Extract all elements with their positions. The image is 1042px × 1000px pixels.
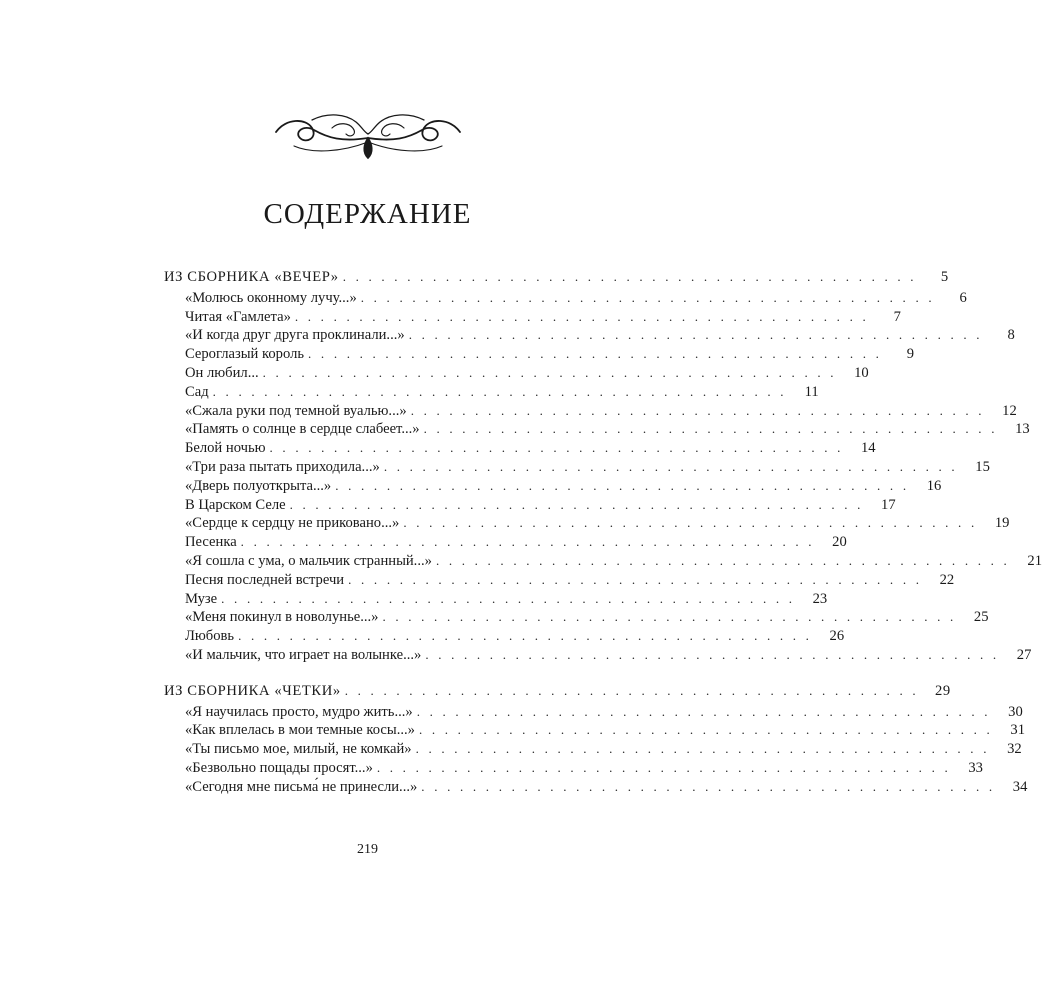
toc-entry[interactable] xyxy=(164,326,1015,345)
toc-page-number: 17 xyxy=(881,496,896,513)
dot-leader: . . . . . . . . . . . . . . . . . . . . . . . . . . . . . . . . . . . . . . . . . . . . . xyxy=(383,458,958,474)
toc-page-number: 26 xyxy=(829,628,845,645)
dot-leader: . . . . . . . . . . . . . . . . . . . . . . . . . . . . . . . . . . . . . . . . . . . . . xyxy=(348,571,923,587)
dot-leader: . . . . . . . . . . . . . . . . . . . . . . . . . . . . . . . . . . . . . . . . . . . . . xyxy=(418,722,994,738)
toc-entry-title: «Сердце к сердцу не приковано...» xyxy=(185,515,400,532)
toc-page-number: 13 xyxy=(1015,421,1030,438)
toc-page-number: 20 xyxy=(832,534,847,551)
dot-leader: . . . . . . . . . . . . . . . . . . . . . . . . . . . . . . . . . . . . . . . . . . . . . xyxy=(408,327,983,343)
toc-page-number: 12 xyxy=(1002,402,1017,419)
toc-entry-title: «Я научилась просто, мудро жить...» xyxy=(185,703,413,720)
table-of-contents xyxy=(164,268,1042,797)
toc-section-vecher xyxy=(164,268,1042,665)
toc-entry[interactable] xyxy=(164,552,1042,571)
toc-page-number: 32 xyxy=(1007,741,1022,758)
toc-entry-title: «Три раза пытать приходила...» xyxy=(185,458,380,475)
toc-entry[interactable] xyxy=(164,646,1032,665)
dot-leader: . . . . . . . . . . . . . . . . . . . . . . . . . . . . . . . . . . . . . . . . . . . . . xyxy=(308,346,883,362)
toc-entry-title: «Молюсь оконному лучу...» xyxy=(185,289,357,306)
toc-entry[interactable] xyxy=(164,420,1030,439)
toc-page-number: 11 xyxy=(804,383,819,400)
dot-leader: . . . . . . . . . . . . . . . . . . . . . . . . . . . . . . . . . . . . . . . . . . . . . xyxy=(421,778,996,794)
toc-section-chetki xyxy=(164,682,1028,797)
dot-leader: . . . . . . . . . . . . . . . . . . . . . . . . . . . . . . . . . . . . . . . . . . . . . xyxy=(342,269,917,284)
toc-page-number: 10 xyxy=(854,364,869,381)
toc-page-number: 27 xyxy=(1016,646,1032,663)
dot-leader: . . . . . . . . . . . . . . . . . . . . . . . . . . . . . . . . . . . . . . . . . . . . . xyxy=(289,496,864,512)
toc-entry-title: «Дверь полуоткрыта...» xyxy=(185,477,332,494)
toc-entry[interactable] xyxy=(164,289,967,308)
toc-entry[interactable] xyxy=(164,533,847,552)
toc-entry[interactable] xyxy=(164,496,896,515)
dot-leader: . . . . . . . . . . . . . . . . . . . . . . . . . . . . . . . . . . . . . . . . . . . . . xyxy=(294,308,869,324)
toc-heading-title: ИЗ СБОРНИКА «ЧЕТКИ» xyxy=(164,682,341,699)
toc-entry[interactable] xyxy=(164,514,1010,533)
dot-leader: . . . . . . . . . . . . . . . . . . . . . . . . . . . . . . . . . . . . . . . . . . . . . xyxy=(335,477,910,493)
toc-section-heading[interactable] xyxy=(164,268,949,287)
toc-entry[interactable] xyxy=(164,439,876,458)
toc-page-number: 7 xyxy=(893,308,901,325)
toc-page-number: 33 xyxy=(968,759,983,776)
toc-entry[interactable] xyxy=(164,778,1028,797)
toc-entry-title: «Я сошла с ума, о мальчик странный...» xyxy=(185,552,432,569)
toc-entry-title: Музе xyxy=(185,590,218,607)
toc-entry-title: «И когда друг друга проклинали...» xyxy=(185,327,405,344)
toc-page-number: 30 xyxy=(1008,703,1023,720)
toc-entry-title: «Как вплелась в мои темные косы...» xyxy=(185,722,415,739)
toc-entry[interactable] xyxy=(164,402,1017,421)
toc-page-number: 25 xyxy=(973,609,989,626)
toc-entry[interactable] xyxy=(164,608,989,627)
toc-entry[interactable] xyxy=(164,477,942,496)
toc-page-number: 29 xyxy=(935,682,951,699)
toc-page-number: 23 xyxy=(812,590,828,607)
toc-page-number: 19 xyxy=(994,515,1010,532)
dot-leader: . . . . . . . . . . . . . . . . . . . . . . . . . . . . . . . . . . . . . . . . . . . . . xyxy=(212,383,787,399)
toc-entry[interactable] xyxy=(164,458,990,477)
toc-page-number: 6 xyxy=(959,289,967,306)
toc-page-number: 5 xyxy=(940,269,949,285)
toc-entry-title: Песня последней встречи xyxy=(185,571,345,588)
toc-entry-title: Сероглазый король xyxy=(185,346,305,363)
toc-entry[interactable] xyxy=(164,703,1023,722)
toc-entry[interactable] xyxy=(164,759,983,778)
dot-leader: . . . . . . . . . . . . . . . . . . . . . . . . . . . . . . . . . . . . . . . . . . . . . xyxy=(344,682,919,698)
toc-entry-title: «Ты письмо мое, милый, не комкай» xyxy=(185,741,412,758)
toc-entry[interactable] xyxy=(164,571,955,590)
toc-page-number: 8 xyxy=(1007,327,1015,344)
page-title: СОДЕРЖАНИЕ xyxy=(263,198,472,230)
toc-page-number: 9 xyxy=(906,346,915,363)
dot-leader: . . . . . . . . . . . . . . . . . . . . . . . . . . . . . . . . . . . . . . . . . . . . . xyxy=(425,646,1000,662)
dot-leader: . . . . . . . . . . . . . . . . . . . . . . . . . . . . . . . . . . . . . . . . . . . . . xyxy=(262,364,837,380)
toc-entry[interactable] xyxy=(164,721,1026,740)
toc-entry-title: «Сжала руки под темной вуалью...» xyxy=(185,402,407,419)
toc-entry-title: «Сегодня мне письма́ не принесли...» xyxy=(185,778,418,795)
dot-leader: . . . . . . . . . . . . . . . . . . . . . . . . . . . . . . . . . . . . . . . . . . . . . xyxy=(221,590,796,606)
toc-entry[interactable] xyxy=(164,383,819,402)
dot-leader: . . . . . . . . . . . . . . . . . . . . . . . . . . . . . . . . . . . . . . . . . . . . . xyxy=(415,741,990,757)
toc-entry-title: Любовь xyxy=(185,628,235,645)
dot-leader: . . . . . . . . . . . . . . . . . . . . . . . . . . . . . . . . . . . . . . . . . . . . . xyxy=(238,628,813,644)
flourish-ornament-icon xyxy=(272,108,464,160)
toc-entry-title: Песенка xyxy=(185,534,237,551)
toc-entry-title: «Безвольно пощады просят...» xyxy=(185,759,373,776)
toc-page-number: 21 xyxy=(1027,552,1042,569)
toc-page-number: 15 xyxy=(975,458,990,475)
toc-page-number: 16 xyxy=(926,477,942,494)
toc-entry-title: Читая «Гамлета» xyxy=(185,308,291,325)
dot-leader: . . . . . . . . . . . . . . . . . . . . . . . . . . . . . . . . . . . . . . . . . . . . . xyxy=(410,402,985,418)
toc-entry[interactable] xyxy=(164,627,845,646)
toc-page-number: 31 xyxy=(1010,722,1026,739)
dot-leader: . . . . . . . . . . . . . . . . . . . . . . . . . . . . . . . . . . . . . . . . . . . . . xyxy=(382,609,957,625)
toc-page-number: 14 xyxy=(861,440,876,457)
toc-entry[interactable] xyxy=(164,308,901,327)
dot-leader: . . . . . . . . . . . . . . . . . . . . . . . . . . . . . . . . . . . . . . . . . . . . . xyxy=(269,440,844,456)
dot-leader: . . . . . . . . . . . . . . . . . . . . . . . . . . . . . . . . . . . . . . . . . . . . . xyxy=(403,515,978,531)
dot-leader: . . . . . . . . . . . . . . . . . . . . . . . . . . . . . . . . . . . . . . . . . . . . . xyxy=(416,703,991,719)
dot-leader: . . . . . . . . . . . . . . . . . . . . . . . . . . . . . . . . . . . . . . . . . . . . . xyxy=(423,421,998,437)
toc-entry[interactable] xyxy=(164,590,828,609)
toc-heading-title: ИЗ СБОРНИКА «ВЕЧЕР» xyxy=(164,269,339,285)
page-number-footer: 219 xyxy=(357,842,378,857)
toc-page-number: 34 xyxy=(1012,778,1028,795)
dot-leader: . . . . . . . . . . . . . . . . . . . . . . . . . . . . . . . . . . . . . . . . . . . . . xyxy=(435,552,1010,568)
dot-leader: . . . . . . . . . . . . . . . . . . . . . . . . . . . . . . . . . . . . . . . . . . . . . xyxy=(240,534,815,550)
toc-entry-title: Он любил... xyxy=(185,364,259,381)
toc-entry-title: Сад xyxy=(185,383,209,400)
toc-entry-title: «И мальчик, что играет на волынке...» xyxy=(185,646,422,663)
toc-page-number: 22 xyxy=(939,571,955,588)
toc-section-heading[interactable] xyxy=(164,682,951,701)
toc-entry[interactable] xyxy=(164,364,869,383)
toc-entry[interactable] xyxy=(164,345,915,364)
toc-entry-title: Белой ночью xyxy=(185,440,266,457)
toc-entry-title: «Меня покинул в новолунье...» xyxy=(185,609,379,626)
toc-entry-title: «Память о солнце в сердце слабеет...» xyxy=(185,421,420,438)
toc-entry-title: В Царском Селе xyxy=(185,496,286,513)
toc-entry[interactable] xyxy=(164,740,1022,759)
dot-leader: . . . . . . . . . . . . . . . . . . . . . . . . . . . . . . . . . . . . . . . . . . . . . xyxy=(376,759,951,775)
dot-leader: . . . . . . . . . . . . . . . . . . . . . . . . . . . . . . . . . . . . . . . . . . . . . xyxy=(360,289,935,305)
